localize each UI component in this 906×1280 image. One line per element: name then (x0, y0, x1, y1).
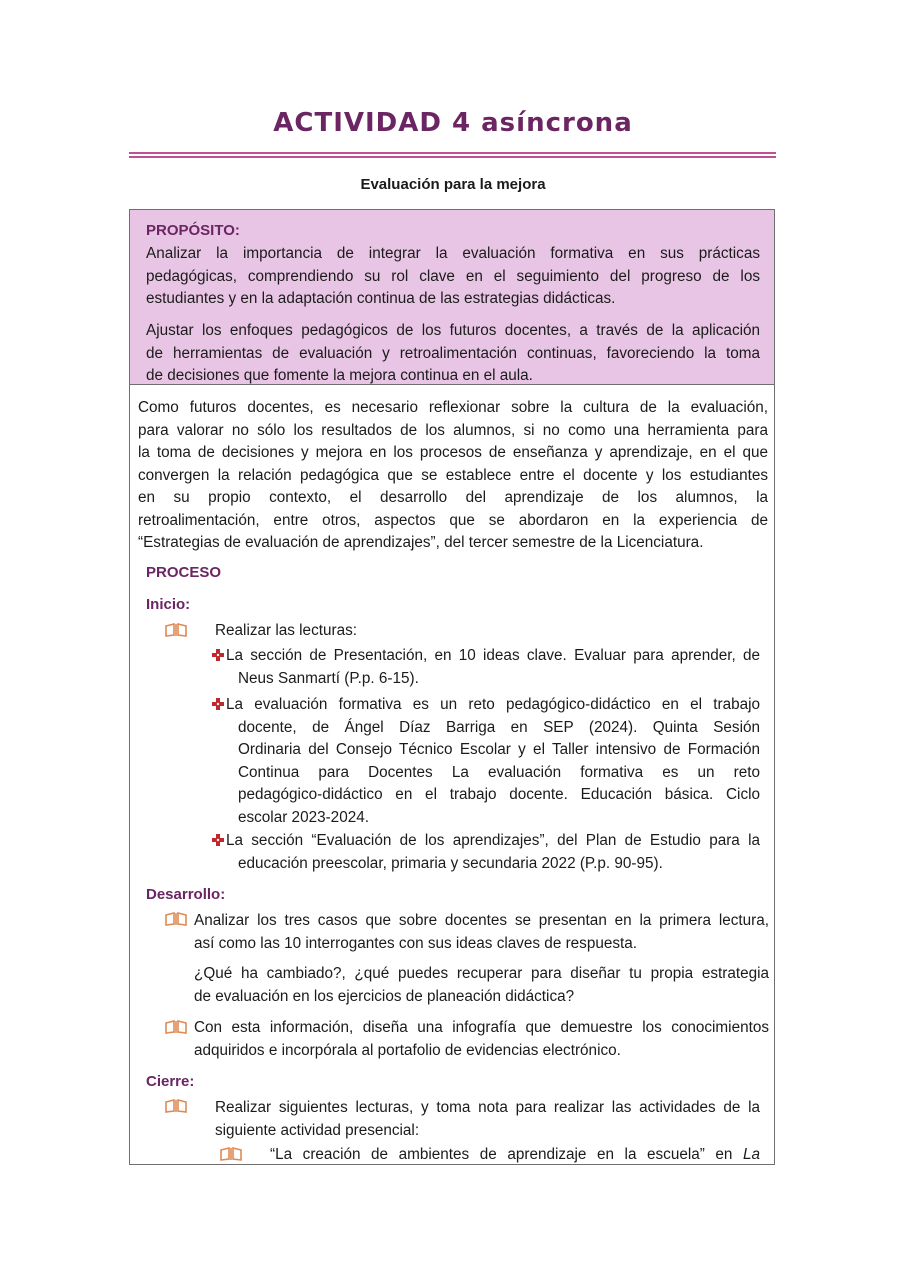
book-icon (165, 623, 187, 637)
page-subtitle: Evaluación para la mejora (360, 176, 546, 193)
inicio-subitem-3: La sección “Evaluación de los aprendizajes”, del Plan de Estudio para la educación preescolar, primaria y secundaria 2022 (P.p. 90-95). (226, 832, 760, 872)
cierre-item: Realizar siguientes lecturas, y toma nota para realizar las actividades de la siguiente actividad presencial: (215, 1099, 760, 1139)
cierre-heading: Cierre: (146, 1073, 195, 1090)
purpose-heading: PROPÓSITO: (146, 222, 240, 239)
activity-box (129, 209, 775, 1165)
desarrollo-item-1: Analizar los tres casos que sobre docentes se presentan en la primera lectura, así como las 10 interrogantes con sus ideas claves de respuesta. (194, 912, 769, 952)
book-icon (220, 1147, 242, 1161)
inicio-subitem-2: La evaluación formativa es un reto pedagógico-didáctico en el trabajo docente, de Ángel Díaz Barriga en SEP (2024). Quinta Sesión Ordinaria del Consejo Técnico Escolar y el Taller intensivo de Formación Continua para Docentes La evaluación formativa es un reto pedagógico-didáctico en el trabajo docente. Educación básica. Ciclo escolar 2023-2024. (226, 696, 760, 826)
bullet-icon (211, 697, 225, 711)
page-title: ACTIVIDAD 4 asíncrona (273, 108, 633, 138)
intro-paragraph: Como futuros docentes, es necesario reflexionar sobre la cultura de la evaluación, para valorar no sólo los resultados de los alumnos, si no como una herramienta para la toma de decisiones y mejora en los procesos de enseñanza y aprendizaje, en el que convergen la relación pedagógica que se establece entre el docente y los estudiantes en su propio contexto, el desarrollo del aprendizaje de los alumnos, la retroalimentación, entre otros, aspectos que se abordaron en la experiencia de “Estrategias de evaluación de aprendizajes”, del tercer semestre de la Licenciatura. (138, 399, 768, 551)
book-icon (165, 1099, 187, 1113)
title-rule-top (129, 152, 776, 154)
book-icon (165, 912, 187, 926)
book-icon (165, 1020, 187, 1034)
desarrollo-heading: Desarrollo: (146, 886, 226, 903)
desarrollo-question: ¿Qué ha cambiado?, ¿qué puedes recuperar para diseñar tu propia estrategia de evaluación en los ejercicios de planeación didáctica? (194, 965, 769, 1005)
title-rule-bottom (129, 156, 776, 158)
purpose-section (130, 210, 774, 385)
cierre-subitem: “La creación de ambientes de aprendizaje en la escuela” en La (270, 1146, 760, 1163)
inicio-item: Realizar las lecturas: (215, 622, 357, 639)
purpose-paragraph-1: Analizar la importancia de integrar la evaluación formativa en sus prácticas pedagógicas, comprendiendo su rol clave en el seguimiento del progreso de los estudiantes y en la adaptación continua de las estrategias didácticas. (146, 245, 760, 307)
inicio-heading: Inicio: (146, 596, 191, 613)
purpose-paragraph-2: Ajustar los enfoques pedagógicos de los futuros docentes, a través de la aplicación de herramientas de evaluación y retroalimentación continuas, favoreciendo la toma de decisiones que fomente la mejora continua en el aula. (146, 322, 760, 384)
desarrollo-item-2: Con esta información, diseña una infografía que demuestre los conocimientos adquiridos e incorpórala al portafolio de evidencias electrónico. (194, 1019, 769, 1059)
bullet-icon (211, 648, 225, 662)
proceso-heading: PROCESO (146, 564, 222, 581)
bullet-icon (211, 833, 225, 847)
inicio-subitem-1: La sección de Presentación, en 10 ideas clave. Evaluar para aprender, de Neus Sanmartí (P.p. 6-15). (226, 647, 760, 687)
